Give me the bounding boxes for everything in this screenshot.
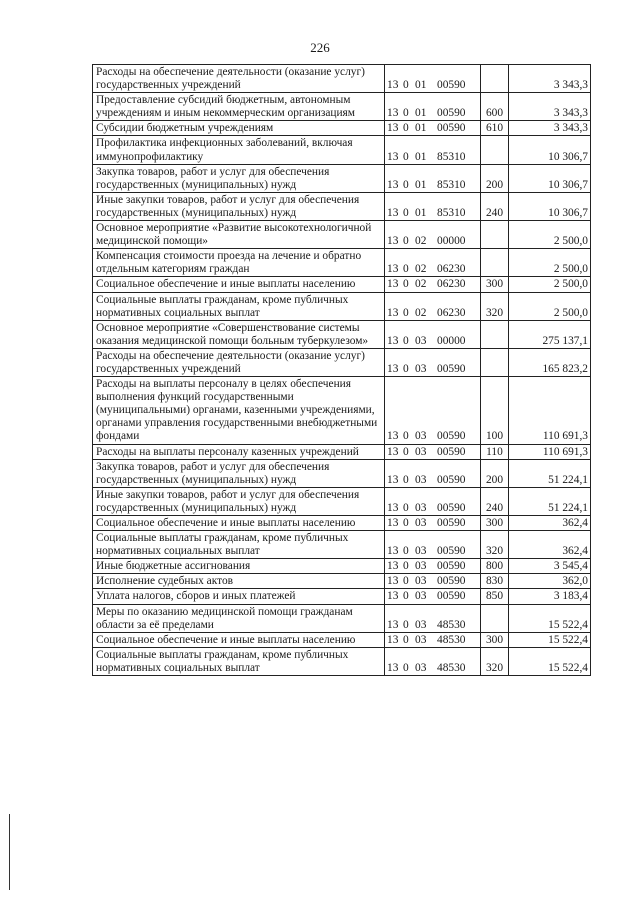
- row-name: Расходы на обеспечение деятельности (оказание услуг) государственных учреждений: [93, 348, 385, 376]
- direction-code: 00590: [437, 430, 466, 443]
- amount: 51 224,1: [509, 487, 591, 515]
- row-name: Иные закупки товаров, работ и услуг для обеспечения государственных (муниципальных) нужд: [93, 192, 385, 220]
- expense-type-code: [481, 604, 509, 632]
- table-row: [93, 192, 591, 220]
- direction-code: 00590: [437, 517, 466, 529]
- program-code: 13: [387, 306, 399, 319]
- target-article-code: [385, 348, 481, 376]
- direction-code: 00590: [437, 362, 466, 375]
- expense-type-code: [481, 221, 509, 249]
- expense-type-code: 300: [481, 277, 509, 292]
- expense-type-code: 200: [481, 164, 509, 192]
- target-article-code: [385, 292, 481, 320]
- direction-code: 00590: [437, 473, 466, 486]
- direction-code: 00000: [437, 235, 466, 248]
- direction-code: 00590: [437, 445, 466, 458]
- subprogram-code: 0: [403, 501, 409, 514]
- row-name: Субсидии бюджетным учреждениям: [93, 121, 385, 136]
- amount: 110 691,3: [509, 377, 591, 444]
- subprogram-code: 0: [403, 560, 409, 573]
- amount: 10 306,7: [509, 136, 591, 164]
- program-code: 13: [387, 545, 399, 558]
- program-code: 13: [387, 150, 399, 163]
- subprogram-code: 0: [403, 362, 409, 375]
- direction-code: 48530: [437, 661, 466, 674]
- subprogram-code: 0: [403, 278, 409, 291]
- table-row: [93, 444, 591, 459]
- expense-type-code: 850: [481, 589, 509, 604]
- target-article-code: [385, 192, 481, 220]
- expense-type-code: 600: [481, 93, 509, 121]
- direction-code: 85310: [437, 150, 466, 163]
- table-row: [93, 221, 591, 249]
- table-row: [93, 164, 591, 192]
- main-event-code: 01: [415, 107, 427, 120]
- subprogram-code: 0: [403, 79, 409, 92]
- direction-code: 06230: [437, 306, 466, 319]
- row-name: Уплата налогов, сборов и иных платежей: [93, 589, 385, 604]
- table-row: [93, 574, 591, 589]
- program-code: 13: [387, 501, 399, 514]
- target-article-code: [385, 121, 481, 136]
- table-row: [93, 559, 591, 574]
- expense-type-code: 320: [481, 647, 509, 675]
- program-code: 13: [387, 633, 399, 646]
- amount: 3 343,3: [509, 121, 591, 136]
- row-name: Иные закупки товаров, работ и услуг для обеспечения государственных (муниципальных) нужд: [93, 487, 385, 515]
- program-code: 13: [387, 430, 399, 443]
- direction-code: 48530: [437, 618, 466, 631]
- program-code: 13: [387, 362, 399, 375]
- main-event-code: 03: [415, 590, 427, 603]
- program-code: 13: [387, 263, 399, 276]
- target-article-code: [385, 589, 481, 604]
- table-row: [93, 292, 591, 320]
- main-event-code: 01: [415, 178, 427, 191]
- table-row: [93, 647, 591, 675]
- program-code: 13: [387, 560, 399, 573]
- subprogram-code: 0: [403, 618, 409, 631]
- row-name: Расходы на выплаты персоналу казенных учреждений: [93, 444, 385, 459]
- row-name: Социальное обеспечение и иные выплаты населению: [93, 632, 385, 647]
- expense-type-code: 200: [481, 459, 509, 487]
- table-row: [93, 516, 591, 531]
- expense-type-code: [481, 136, 509, 164]
- amount: 15 522,4: [509, 647, 591, 675]
- amount: 15 522,4: [509, 632, 591, 647]
- expense-type-code: 240: [481, 487, 509, 515]
- subprogram-code: 0: [403, 122, 409, 135]
- target-article-code: [385, 136, 481, 164]
- amount: 3 343,3: [509, 65, 591, 93]
- main-event-code: 03: [415, 618, 427, 631]
- amount: 2 500,0: [509, 249, 591, 277]
- table-row: [93, 632, 591, 647]
- amount: 3 545,4: [509, 559, 591, 574]
- direction-code: 00590: [437, 501, 466, 514]
- expense-type-code: [481, 320, 509, 348]
- amount: 10 306,7: [509, 164, 591, 192]
- expense-type-code: 300: [481, 632, 509, 647]
- main-event-code: 01: [415, 150, 427, 163]
- subprogram-code: 0: [403, 178, 409, 191]
- page-number: 226: [310, 40, 330, 55]
- expense-type-code: 240: [481, 192, 509, 220]
- main-event-code: 01: [415, 206, 427, 219]
- expense-type-code: [481, 65, 509, 93]
- target-article-code: [385, 559, 481, 574]
- expense-type-code: 320: [481, 292, 509, 320]
- table-row: [93, 65, 591, 93]
- expense-type-code: 100: [481, 377, 509, 444]
- table-row: [93, 487, 591, 515]
- margin-mark: [9, 814, 10, 890]
- subprogram-code: 0: [403, 235, 409, 248]
- main-event-code: 03: [415, 545, 427, 558]
- main-event-code: 03: [415, 430, 427, 443]
- target-article-code: [385, 164, 481, 192]
- program-code: 13: [387, 445, 399, 458]
- main-event-code: 03: [415, 517, 427, 529]
- main-event-code: 02: [415, 263, 427, 276]
- amount: 3 183,4: [509, 589, 591, 604]
- table-row: [93, 348, 591, 376]
- direction-code: 00590: [437, 545, 466, 558]
- program-code: 13: [387, 661, 399, 674]
- row-name: Меры по оказанию медицинской помощи гражданам области за её пределами: [93, 604, 385, 632]
- target-article-code: [385, 377, 481, 444]
- target-article-code: [385, 93, 481, 121]
- subprogram-code: 0: [403, 661, 409, 674]
- main-event-code: 03: [415, 501, 427, 514]
- direction-code: 00590: [437, 590, 466, 603]
- subprogram-code: 0: [403, 306, 409, 319]
- main-event-code: 03: [415, 362, 427, 375]
- budget-table-body: [93, 65, 591, 676]
- row-name: Закупка товаров, работ и услуг для обеспечения государственных (муниципальных) нужд: [93, 164, 385, 192]
- main-event-code: 02: [415, 278, 427, 291]
- subprogram-code: 0: [403, 206, 409, 219]
- main-event-code: 01: [415, 122, 427, 135]
- subprogram-code: 0: [403, 445, 409, 458]
- row-name: Расходы на обеспечение деятельности (оказание услуг) государственных учреждений: [93, 65, 385, 93]
- main-event-code: 01: [415, 79, 427, 92]
- subprogram-code: 0: [403, 633, 409, 646]
- program-code: 13: [387, 178, 399, 191]
- table-row: [93, 121, 591, 136]
- amount: 2 500,0: [509, 292, 591, 320]
- direction-code: 00000: [437, 334, 466, 347]
- amount: 362,4: [509, 516, 591, 531]
- row-name: Социальное обеспечение и иные выплаты населению: [93, 516, 385, 531]
- main-event-code: 03: [415, 560, 427, 573]
- amount: 2 500,0: [509, 277, 591, 292]
- program-code: 13: [387, 79, 399, 92]
- program-code: 13: [387, 278, 399, 291]
- target-article-code: [385, 444, 481, 459]
- expense-type-code: 300: [481, 516, 509, 531]
- amount: 362,0: [509, 574, 591, 589]
- amount: 362,4: [509, 531, 591, 559]
- amount: 110 691,3: [509, 444, 591, 459]
- subprogram-code: 0: [403, 107, 409, 120]
- direction-code: 00590: [437, 560, 466, 573]
- subprogram-code: 0: [403, 473, 409, 486]
- target-article-code: [385, 221, 481, 249]
- subprogram-code: 0: [403, 575, 409, 588]
- main-event-code: 03: [415, 633, 427, 646]
- table-row: [93, 93, 591, 121]
- main-event-code: 02: [415, 235, 427, 248]
- program-code: 13: [387, 107, 399, 120]
- row-name: Социальное обеспечение и иные выплаты населению: [93, 277, 385, 292]
- direction-code: 06230: [437, 278, 466, 291]
- program-code: 13: [387, 618, 399, 631]
- row-name: Исполнение судебных актов: [93, 574, 385, 589]
- direction-code: 00590: [437, 107, 466, 120]
- row-name: Расходы на выплаты персоналу в целях обеспечения выполнения функций государственными (муниципальными) органами, казенными учреждениями, органами управления государственными внебюджетными фондами: [93, 377, 385, 444]
- row-name: Основное мероприятие «Развитие высокотехнологичной медицинской помощи»: [93, 221, 385, 249]
- target-article-code: [385, 65, 481, 93]
- table-row: [93, 136, 591, 164]
- target-article-code: [385, 516, 481, 531]
- target-article-code: [385, 574, 481, 589]
- direction-code: 00590: [437, 122, 466, 135]
- budget-table: [92, 64, 591, 676]
- main-event-code: 03: [415, 575, 427, 588]
- row-name: Компенсация стоимости проезда на лечение и обратно отдельным категориям граждан: [93, 249, 385, 277]
- table-row: [93, 531, 591, 559]
- target-article-code: [385, 459, 481, 487]
- target-article-code: [385, 647, 481, 675]
- row-name: Иные бюджетные ассигнования: [93, 559, 385, 574]
- direction-code: 06230: [437, 263, 466, 276]
- target-article-code: [385, 632, 481, 647]
- table-row: [93, 377, 591, 444]
- direction-code: 85310: [437, 206, 466, 219]
- amount: 165 823,2: [509, 348, 591, 376]
- subprogram-code: 0: [403, 263, 409, 276]
- program-code: 13: [387, 235, 399, 248]
- main-event-code: 02: [415, 306, 427, 319]
- subprogram-code: 0: [403, 517, 409, 529]
- amount: 51 224,1: [509, 459, 591, 487]
- program-code: 13: [387, 473, 399, 486]
- table-row: [93, 249, 591, 277]
- table-row: [93, 277, 591, 292]
- table-row: [93, 589, 591, 604]
- row-name: Основное мероприятие «Совершенствование системы оказания медицинской помощи больным туберкулезом»: [93, 320, 385, 348]
- program-code: 13: [387, 590, 399, 603]
- expense-type-code: 320: [481, 531, 509, 559]
- subprogram-code: 0: [403, 590, 409, 603]
- target-article-code: [385, 531, 481, 559]
- amount: 3 343,3: [509, 93, 591, 121]
- table-row: [93, 459, 591, 487]
- row-name: Закупка товаров, работ и услуг для обеспечения государственных (муниципальных) нужд: [93, 459, 385, 487]
- main-event-code: 03: [415, 445, 427, 458]
- direction-code: 00590: [437, 79, 466, 92]
- target-article-code: [385, 320, 481, 348]
- target-article-code: [385, 604, 481, 632]
- program-code: 13: [387, 517, 399, 529]
- amount: 2 500,0: [509, 221, 591, 249]
- program-code: 13: [387, 334, 399, 347]
- program-code: 13: [387, 575, 399, 588]
- program-code: 13: [387, 122, 399, 135]
- row-name: Социальные выплаты гражданам, кроме публичных нормативных социальных выплат: [93, 531, 385, 559]
- amount: 15 522,4: [509, 604, 591, 632]
- subprogram-code: 0: [403, 430, 409, 443]
- subprogram-code: 0: [403, 545, 409, 558]
- row-name: Социальные выплаты гражданам, кроме публичных нормативных социальных выплат: [93, 292, 385, 320]
- target-article-code: [385, 277, 481, 292]
- direction-code: 48530: [437, 633, 466, 646]
- row-name: Предоставление субсидий бюджетным, автономным учреждениям и иным некоммерческим организациям: [93, 93, 385, 121]
- main-event-code: 03: [415, 334, 427, 347]
- row-name: Профилактика инфекционных заболеваний, включая иммунопрофилактику: [93, 136, 385, 164]
- expense-type-code: 800: [481, 559, 509, 574]
- table-row: [93, 320, 591, 348]
- expense-type-code: 110: [481, 444, 509, 459]
- expense-type-code: 830: [481, 574, 509, 589]
- expense-type-code: 610: [481, 121, 509, 136]
- expense-type-code: [481, 348, 509, 376]
- main-event-code: 03: [415, 661, 427, 674]
- program-code: 13: [387, 206, 399, 219]
- direction-code: 00590: [437, 575, 466, 588]
- expense-type-code: [481, 249, 509, 277]
- amount: 275 137,1: [509, 320, 591, 348]
- row-name: Социальные выплаты гражданам, кроме публичных нормативных социальных выплат: [93, 647, 385, 675]
- main-event-code: 03: [415, 473, 427, 486]
- subprogram-code: 0: [403, 334, 409, 347]
- amount: 10 306,7: [509, 192, 591, 220]
- target-article-code: [385, 249, 481, 277]
- direction-code: 85310: [437, 178, 466, 191]
- table-row: [93, 604, 591, 632]
- subprogram-code: 0: [403, 150, 409, 163]
- target-article-code: [385, 487, 481, 515]
